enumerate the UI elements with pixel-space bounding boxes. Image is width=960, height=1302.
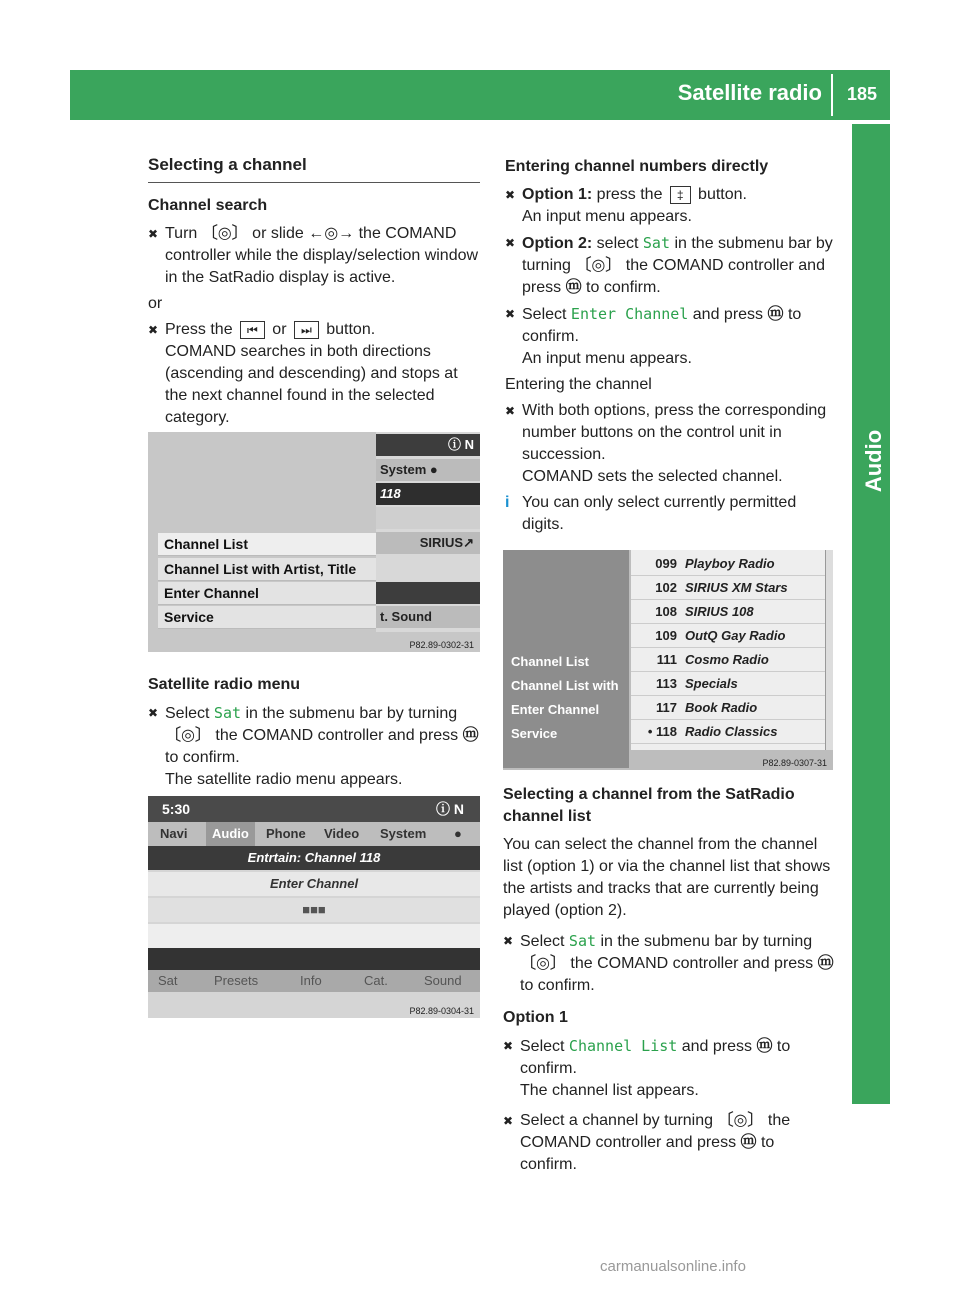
controller-turn-icon: 〔◎〕 xyxy=(520,955,566,972)
empty-bar xyxy=(148,924,480,948)
submenu-panel: ⓘ N System ● 118 SIRIUS↗ t. Sound xyxy=(376,432,480,632)
screenshot-channel-list: Channel List Channel List with Enter Channel Service 099 Playboy Radio 102 SIRIUS XM Stars 108 SIRIUS 108 109 OutQ Gay Radio 111 Cosmo Radio 113 Specials 117 Book Radio • 118 Radio Classics P82.89-0307-31 xyxy=(503,550,833,770)
page-number: 185 xyxy=(846,84,878,104)
status-icon: ⓘ N xyxy=(436,801,464,817)
heading-from-list: Selecting a channel from the SatRadio channel list xyxy=(503,786,795,825)
controller-press-icon: ⓜ xyxy=(565,279,582,296)
menu-item: Service xyxy=(158,606,380,629)
from-list-text: You can select the channel from the channel list (option 1) or via the channel list that shows the artists and tracks that are currently being played (option 2). xyxy=(503,836,831,919)
skip-forward-icon: ⏭ xyxy=(294,321,319,339)
input-bar: ■■■ xyxy=(148,898,480,922)
controller-turn-icon: 〔◎〕 xyxy=(575,257,622,274)
list-item: 117 Book Radio xyxy=(631,696,825,720)
heading-sat-menu: Satellite radio menu xyxy=(148,676,301,693)
list-item: 102 SIRIUS XM Stars xyxy=(631,576,825,600)
controller-press-icon: ⓜ xyxy=(740,1134,757,1151)
heading-enter-numbers: Entering channel numbers directly xyxy=(505,158,769,175)
watermark: carmanualsonline.info xyxy=(600,1258,746,1275)
step-option-2: ✖ Option 2: select Sat in the submenu bar by turning 〔◎〕 the COMAND controller and press ⓜ to confirm. xyxy=(505,234,833,296)
step-enter-channel: ✖ Select Enter Channel and press ⓜ to confirm. An input menu appears. xyxy=(505,305,802,367)
step-number-buttons: ✖ With both options, press the corresponding number buttons on the control unit in succession. COMAND sets the selected channel. xyxy=(505,402,827,485)
tab-audio: Audio xyxy=(206,822,255,846)
controller-turn-icon: 〔◎〕 xyxy=(165,727,211,744)
heading-channel-search: Channel search xyxy=(148,197,268,214)
channel-list xyxy=(631,550,825,750)
status-bar xyxy=(148,796,480,822)
info-icon: i xyxy=(505,494,510,511)
controller-press-icon: ⓜ xyxy=(462,727,479,744)
tab-phone: Phone xyxy=(266,826,306,841)
list-item: 109 OutQ Gay Radio xyxy=(631,624,825,648)
step-marker-icon: ✖ xyxy=(148,227,159,241)
heading-selecting-channel: Selecting a channel xyxy=(148,154,480,183)
menu-item: Channel List xyxy=(158,533,380,556)
or-text: or xyxy=(148,295,163,312)
tab-system: System xyxy=(380,826,427,841)
right-column-lower xyxy=(503,784,835,1180)
input-button-icon: ‡ xyxy=(670,186,691,204)
main-tabs xyxy=(148,822,480,846)
info-note: i You can only select currently permitted digits. xyxy=(505,494,797,533)
bottom-menu: Sat Presets Info Cat. Sound xyxy=(148,970,480,992)
heading-option-1: Option 1 xyxy=(503,1009,568,1026)
header-separator xyxy=(831,74,833,116)
step-select-channel-list: ✖ Select Channel List and press ⓜ to confirm. The channel list appears. xyxy=(503,1037,791,1099)
step-select-by-turning: ✖ Select a channel by turning 〔◎〕 the COMAND controller and press ⓜ to confirm. xyxy=(503,1112,791,1173)
list-item: • 118 Radio Classics xyxy=(631,720,825,744)
menu-item: Channel List with Artist, Title xyxy=(158,558,380,581)
side-tab xyxy=(852,124,890,1104)
channel-bar: Entrtain: Channel 118 xyxy=(148,846,480,870)
step-marker-icon: ✖ xyxy=(148,706,159,720)
screenshot-channel-menu: Channel List Channel List with Artist, Title Enter Channel Service ⓘ N System ● 118 SIRIUS↗ t. Sound P82.89-0302-31 xyxy=(148,432,480,652)
list-item: 113 Specials xyxy=(631,672,825,696)
left-menu: Channel List Channel List with Enter Channel Service xyxy=(503,550,629,768)
enter-channel-bar: Enter Channel xyxy=(148,872,480,896)
scrollbar xyxy=(825,550,833,750)
step-option-1: ✖ Option 1: press the ‡ button. An input menu appears. xyxy=(505,186,747,225)
screenshot-sat-menu: 5:30 ⓘ N Navi Audio Phone Video System ● Entrtain: Channel 118 Enter Channel ■■■ Sat Presets Info Cat. Sound P82.89-0304-31 xyxy=(148,796,480,1018)
entering-text: Entering the channel xyxy=(505,376,652,393)
step-select-sat-2: ✖ Select Sat in the submenu bar by turning 〔◎〕 the COMAND controller and press ⓜ to confirm. xyxy=(503,932,834,994)
controller-press-icon: ⓜ xyxy=(817,955,834,972)
list-item: 108 SIRIUS 108 xyxy=(631,600,825,624)
list-item: 111 Cosmo Radio xyxy=(631,648,825,672)
controller-turn-icon: 〔◎〕 xyxy=(201,225,248,242)
controller-press-icon: ⓜ xyxy=(756,1038,773,1055)
controller-turn-icon: 〔◎〕 xyxy=(717,1112,764,1129)
step-turn: ✖ Turn 〔◎〕 or slide ←◎→ the COMAND controller while the display/selection window in the SatRadio display is active. xyxy=(148,225,479,286)
tab-settings-icon: ● xyxy=(454,826,462,841)
left-column xyxy=(148,154,480,433)
menu-item: Enter Channel xyxy=(158,582,380,605)
list-item: 099 Playboy Radio xyxy=(631,552,825,576)
step-marker-icon: ✖ xyxy=(148,323,159,337)
side-tab-label: Audio xyxy=(861,429,887,493)
skip-back-icon: ⏮ xyxy=(240,321,265,339)
tab-navi: Navi xyxy=(160,826,188,841)
controller-press-icon: ⓜ xyxy=(767,306,784,323)
right-column xyxy=(505,154,835,540)
tab-video: Video xyxy=(324,826,360,841)
step-select-sat: ✖ Select Sat in the submenu bar by turning 〔◎〕 the COMAND controller and press ⓜ to confirm. The satellite radio menu appears. xyxy=(148,704,479,788)
clock: 5:30 xyxy=(162,801,191,817)
left-column-menu xyxy=(148,664,480,795)
controller-slide-icon: ←◎→ xyxy=(308,225,355,242)
section-title: Satellite radio xyxy=(677,80,822,105)
step-press-buttons: ✖ Press the ⏮ or ⏭ button. COMAND searches in both directions (ascending and descending) and stops at the next channel found in the selected category. xyxy=(148,321,458,426)
